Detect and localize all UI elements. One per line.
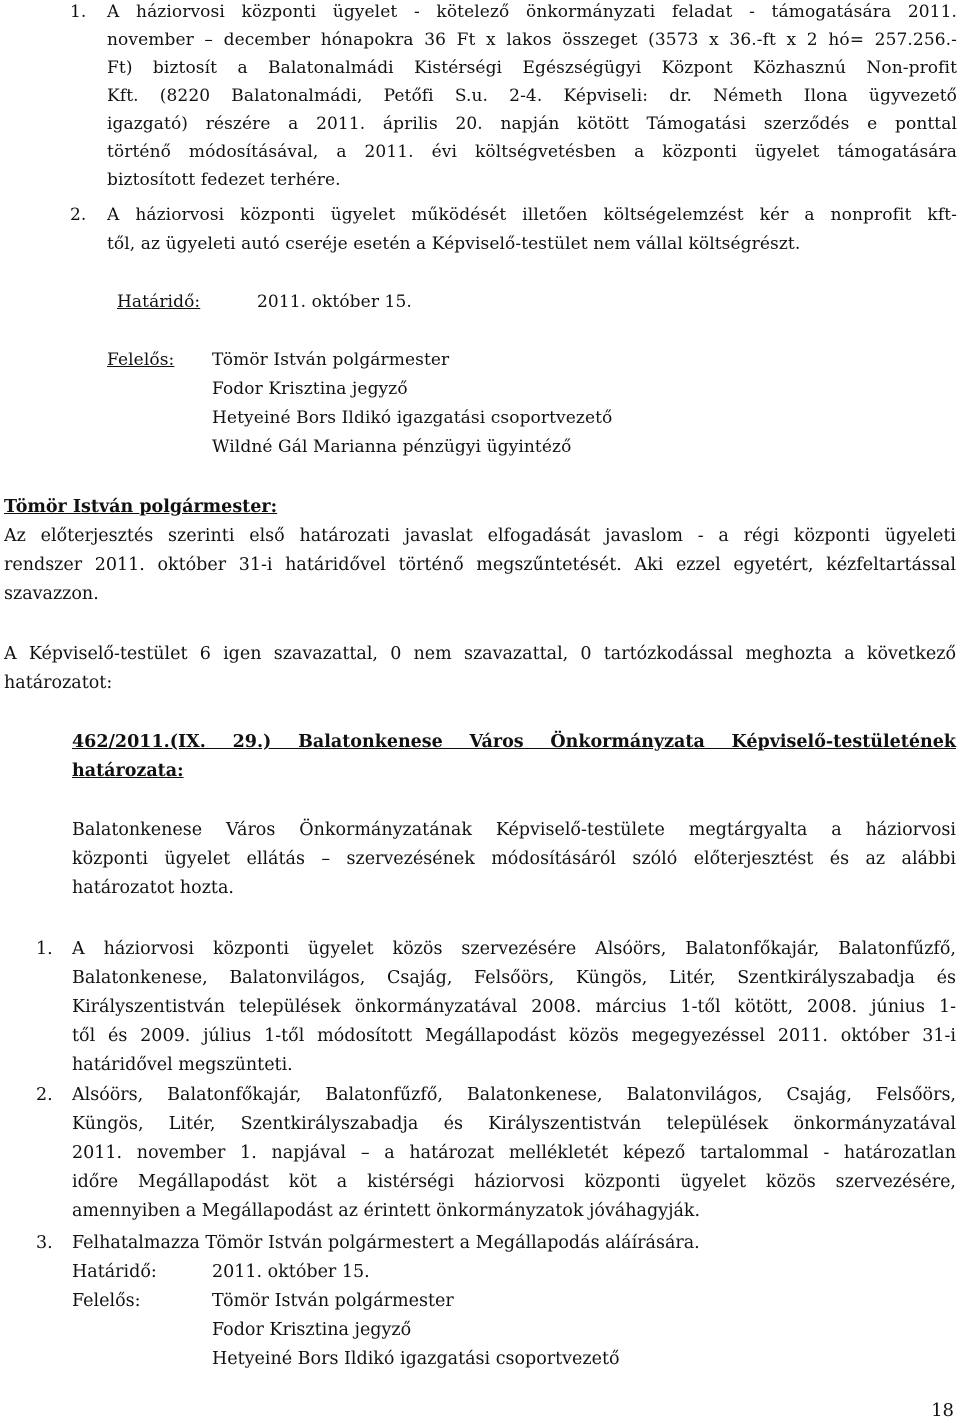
responsible-label: Felelős: [107,350,175,370]
item-1-text [107,2,957,198]
point-1-line: Királyszentistván települések önkormányzatával 2008. március 1-től kötött, 2008. június 1- [72,997,956,1017]
point-2-line: 2011. november 1. napjával – a határozat mellékletét képező tartalommal - határozatlan [72,1143,956,1163]
responsible-name: Fodor Krisztina jegyző [212,1320,412,1340]
item-1-line: november – december hónapokra 36 Ft x lakos összeget (3573 x 36.-ft x 2 hó= 257.256.- [107,30,957,50]
intro-line: Balatonkenese Város Önkormányzatának Képviselő-testülete megtárgyalta a háziorvosi [72,820,956,840]
vote-line: határozatot: [4,673,113,693]
point-1-line: től és 2009. július 1-től módosított Megállapodást közös megegyezéssel 2011. október 31-i [72,1026,956,1046]
responsible-label: Felelős: [72,1291,141,1311]
point-2-number: 2. [36,1085,53,1105]
item-2-text [107,205,957,263]
point-1-line: A háziorvosi központi ügyelet közös szervezésére Alsóörs, Balatonfőkajár, Balatonfűzfő, [72,939,956,959]
item-1-line: történő módosításával, a 2011. évi költségvetésben a központi ügyelet támogatására [107,142,957,162]
intro-line: határozatot hozta. [72,878,234,898]
point-2-line: Alsóörs, Balatonfőkajár, Balatonfűzfő, Balatonkenese, Balatonvilágos, Csajág, Felsőörs, [72,1085,956,1105]
vote-text [4,644,956,702]
speech-line: Az előterjesztés szerinti első határozati javaslat elfogadását javaslom - a régi központi ügyeleti [4,526,956,546]
responsible-name: Tömör István polgármester [212,350,450,370]
resolution-title-line: 462/2011.(IX. 29.) Balatonkenese Város Önkormányzata Képviselő-testületének [72,732,956,752]
point-1-number: 1. [36,939,53,959]
item-1-line: Ft) biztosít a Balatonalmádi Kistérségi Egészségügyi Központ Közhasznú Non-profit [107,58,957,78]
point-2-line: időre Megállapodást köt a kistérségi háziorvosi központi ügyelet közös szervezésére, [72,1172,956,1192]
item-1-line: igazgató) részére a 2011. április 20. napján kötött Támogatási szerződés e ponttal [107,114,957,134]
speech-line: szavazzon. [4,584,99,604]
point-1-line: Balatonkenese, Balatonvilágos, Csajág, Felsőörs, Küngös, Litér, Szentkirályszabadja és [72,968,956,988]
speaker-label: Tömör István polgármester: [4,497,278,517]
item-1-line: Kft. (8220 Balatonalmádi, Petőfi S.u. 2-4. Képviseli: dr. Németh Ilona ügyvezető [107,86,957,106]
point-2-line: amennyiben a Megállapodást az érintett önkormányzatok jóváhagyják. [72,1201,701,1221]
responsible-name: Hetyeiné Bors Ildikó igazgatási csoportvezető [212,408,613,428]
responsible-name: Hetyeiné Bors Ildikó igazgatási csoportvezető [212,1349,620,1369]
deadline-label: Határidő: [117,292,201,312]
point-1-text [72,939,956,1084]
item-1-line: A háziorvosi központi ügyelet - kötelező önkormányzati feladat - támogatására 2011. [107,2,957,22]
point-1-line: határidővel megszünteti. [72,1055,293,1075]
item-1-number: 1. [70,2,87,22]
deadline-value: 2011. október 15. [212,1262,370,1282]
point-3-number: 3. [36,1233,53,1253]
intro-text [72,820,956,907]
deadline-label: Határidő: [72,1262,157,1282]
vote-line: A Képviselő-testület 6 igen szavazattal, 0 nem szavazattal, 0 tartózkodással meghozta a következő [4,644,956,664]
point-2-text [72,1085,956,1230]
responsible-name: Tömör István polgármester [212,1291,454,1311]
intro-line: központi ügyelet ellátás – szervezésének módosításáról szóló előterjesztést és az alábbi [72,849,956,869]
item-2-number: 2. [70,205,87,225]
responsible-name: Wildné Gál Marianna pénzügyi ügyintéző [212,437,572,457]
responsible-name: Fodor Krisztina jegyző [212,379,408,399]
deadline-value: 2011. október 15. [257,292,412,312]
point-2-line: Küngös, Litér, Szentkirályszabadja és Királyszentistván települések önkormányzatával [72,1114,956,1134]
item-1-line: biztosított fedezet terhére. [107,170,341,190]
page-number: 18 [931,1400,954,1421]
point-3-text: Felhatalmazza Tömör István polgármestert a Megállapodás aláírására. [72,1233,700,1253]
resolution-title-line [72,761,956,790]
speech-line: rendszer 2011. október 31-i határidővel történő megszűntetését. Aki ezzel egyetért, kézfeltartással [4,555,956,575]
resolution-title-line-2: határozata: [72,761,184,781]
resolution-title [72,732,956,790]
item-2-line: A háziorvosi központi ügyelet működését illetően költségelemzést kér a nonprofit kft- [107,205,957,225]
speech-text [4,526,956,613]
item-2-line: től, az ügyeleti autó cseréje esetén a Képviselő-testület nem vállal költségrészt. [107,234,801,254]
